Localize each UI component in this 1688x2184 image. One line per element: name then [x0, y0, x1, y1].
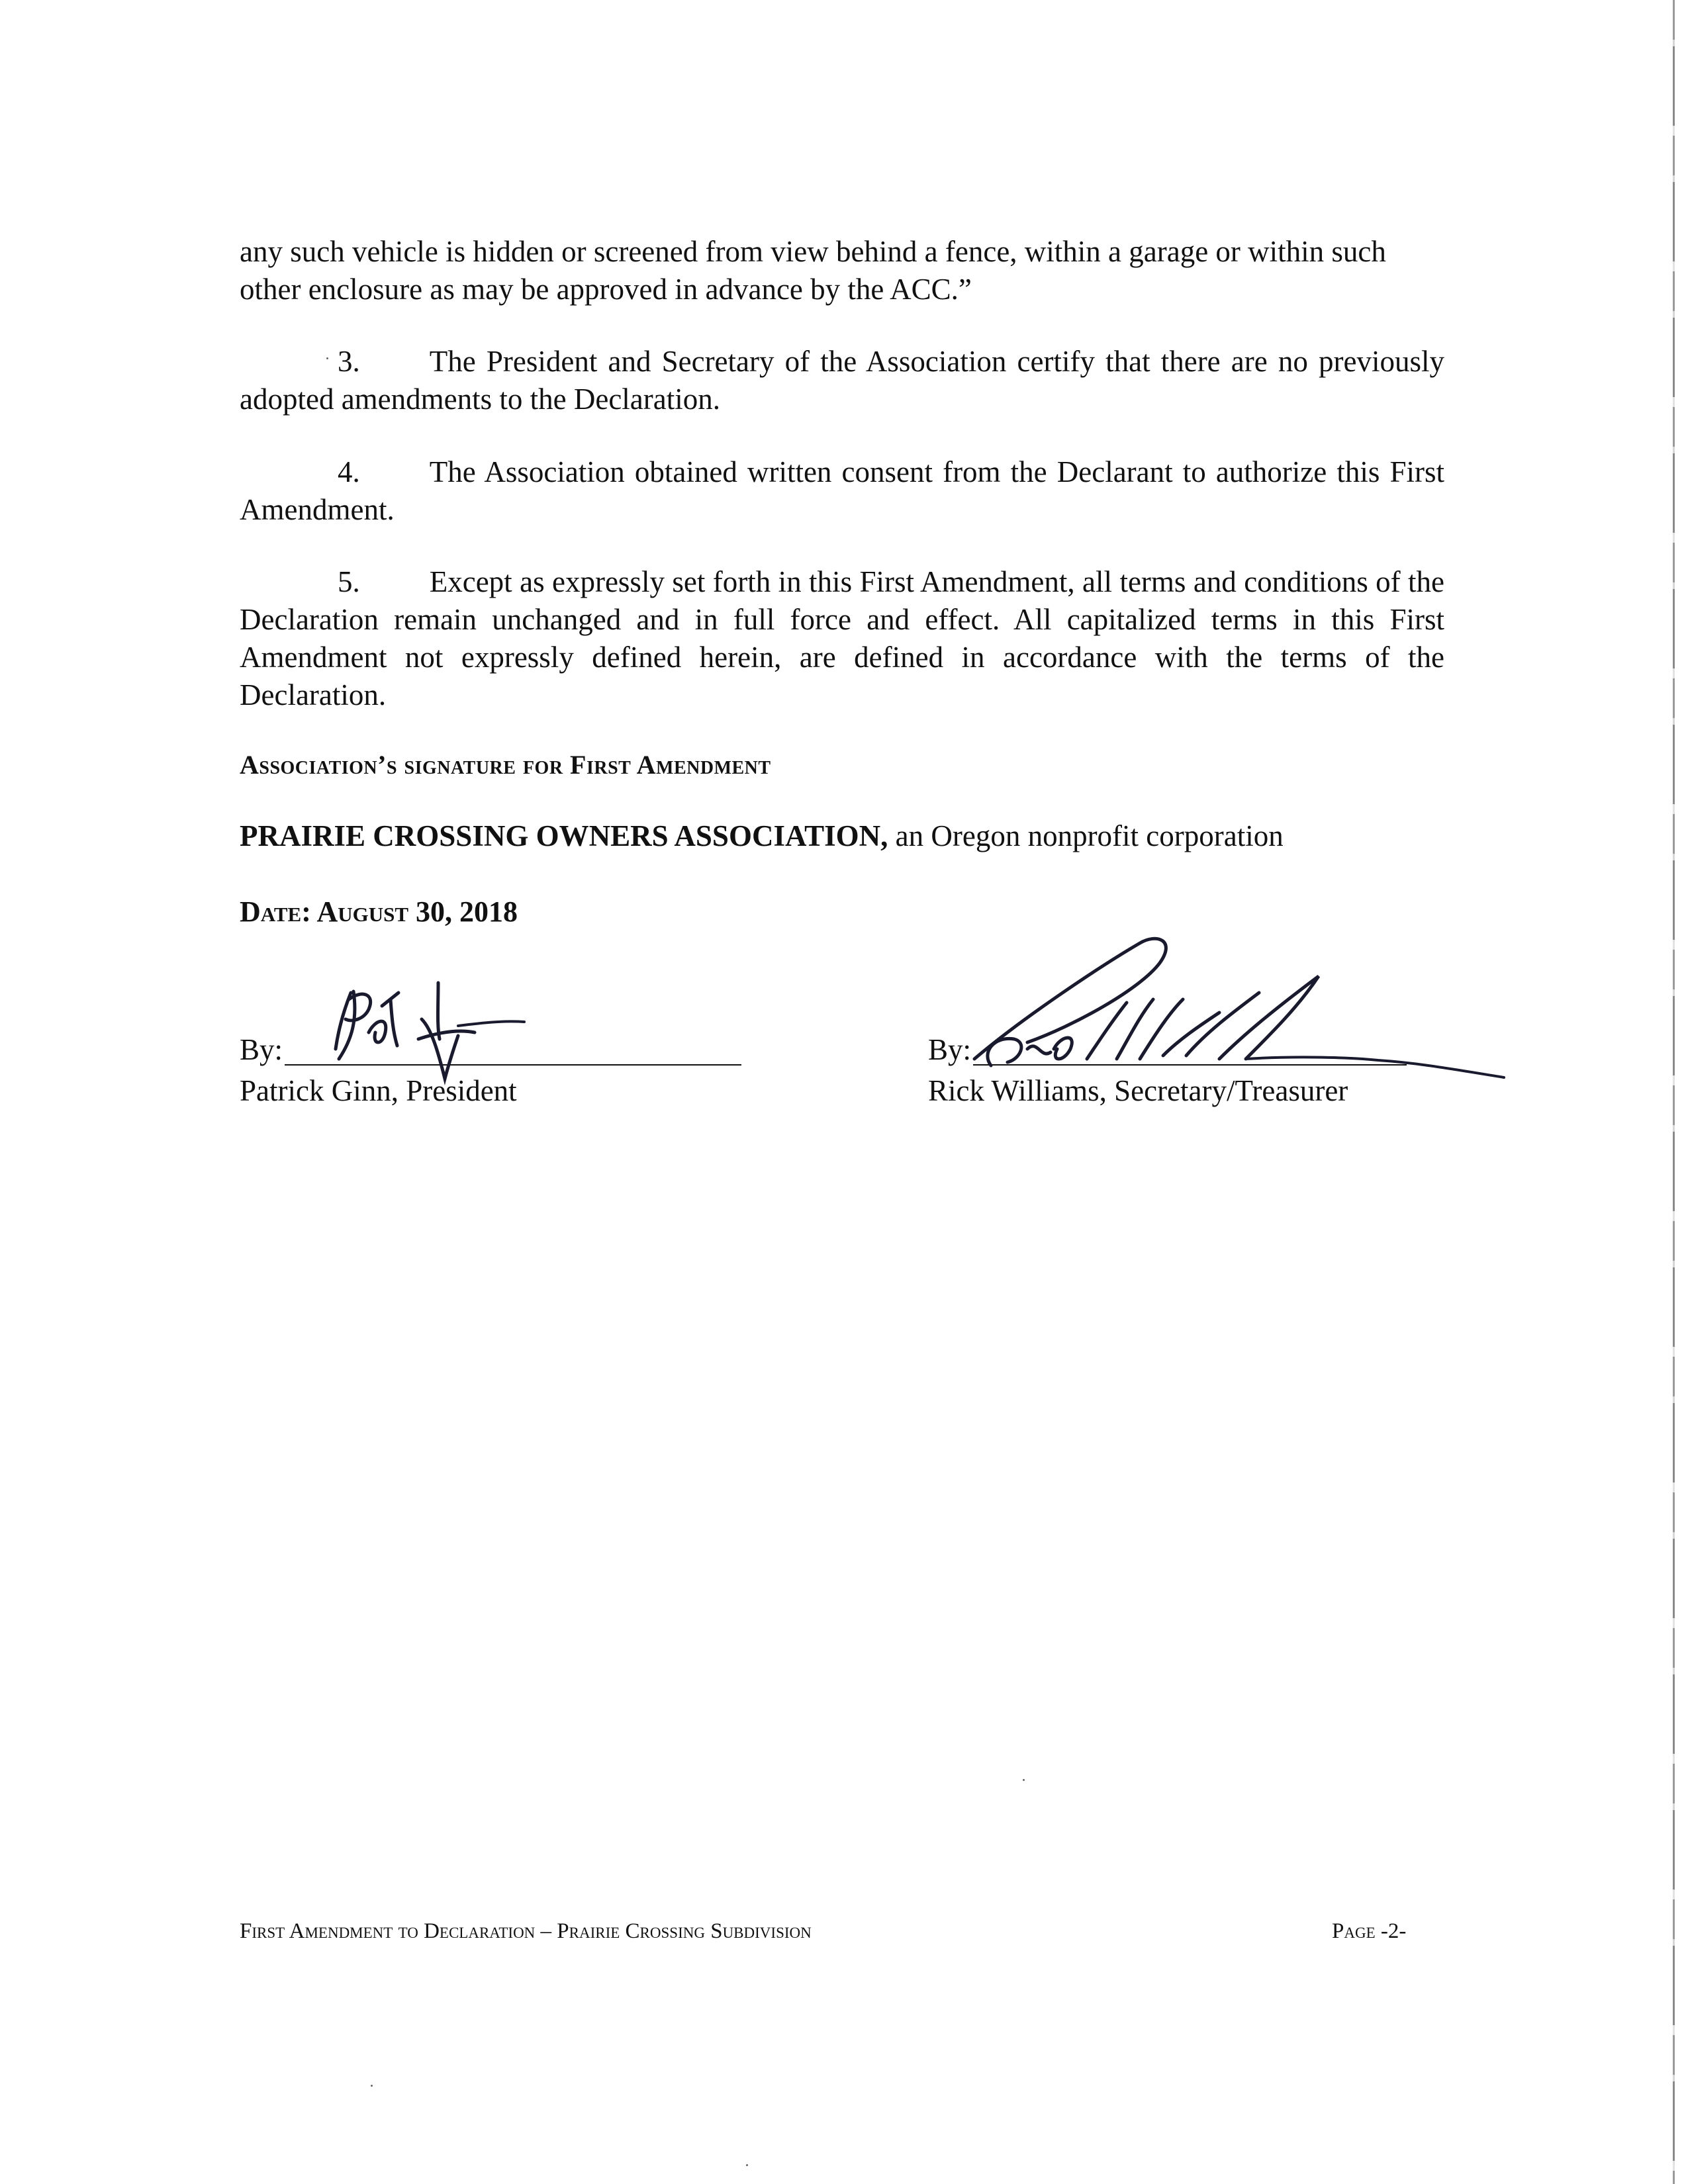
association-name: PRAIRIE CROSSING OWNERS ASSOCIATION, [240, 819, 888, 852]
by-label-secretary: By: [928, 1033, 972, 1066]
paragraph-5-text: Except as expressly set forth in this First Amendment, all terms and conditions of the Declaration remain unchanged and in full force and effect. All capitalized terms in this First Amendment not expressly defined herein, are defined in accordance with the terms of the Declaration. [240, 565, 1444, 711]
paragraph-4-text: The Association obtained written consent from the Declarant to authorize this First Amendment. [240, 455, 1444, 526]
signer-name-secretary: Rick Williams, Secretary/Treasurer [928, 1074, 1348, 1107]
scan-edge-artifact [1673, 0, 1675, 2184]
paragraph-4 [240, 453, 1444, 529]
signature-block-secretary [928, 927, 1524, 1108]
footer-page-number: Page -2- [1332, 1919, 1407, 1943]
paragraph-5 [240, 563, 1444, 714]
signature-heading: Association’s signature for First Amendment [240, 750, 771, 780]
paragraph-3-text: The President and Secretary of the Association certify that there are no previously adopted amendments to the Declaration. [240, 345, 1444, 416]
signer-name-president: Patrick Ginn, President [240, 1074, 517, 1107]
association-line [240, 819, 1284, 853]
handwritten-signature-secretary [928, 927, 1524, 1085]
handwritten-signature-president [240, 953, 743, 1085]
signature-block-president [240, 953, 743, 1108]
signature-row-secretary [928, 927, 1524, 1072]
scan-speck [371, 2085, 373, 2087]
date-line: Date: August 30, 2018 [240, 895, 518, 928]
paragraph-3-number: 3. [338, 345, 360, 378]
by-label-president: By: [240, 1033, 283, 1066]
scan-speck [326, 357, 328, 359]
scan-speck [1023, 1779, 1025, 1781]
scan-speck [746, 2164, 748, 2166]
paragraph-5-number: 5. [338, 565, 360, 598]
paragraph-4-number: 4. [338, 455, 360, 488]
paragraph-continuation: any such vehicle is hidden or screened from view behind a fence, within a garage or within such other enclosure as may be approved in advance by the ACC.” [240, 235, 1386, 306]
signature-row-president [240, 953, 743, 1072]
paragraph-3 [240, 343, 1444, 418]
footer-title: First Amendment to Declaration – Prairie Crossing Subdivision [240, 1919, 812, 1943]
association-descriptor: an Oregon nonprofit corporation [895, 819, 1284, 852]
